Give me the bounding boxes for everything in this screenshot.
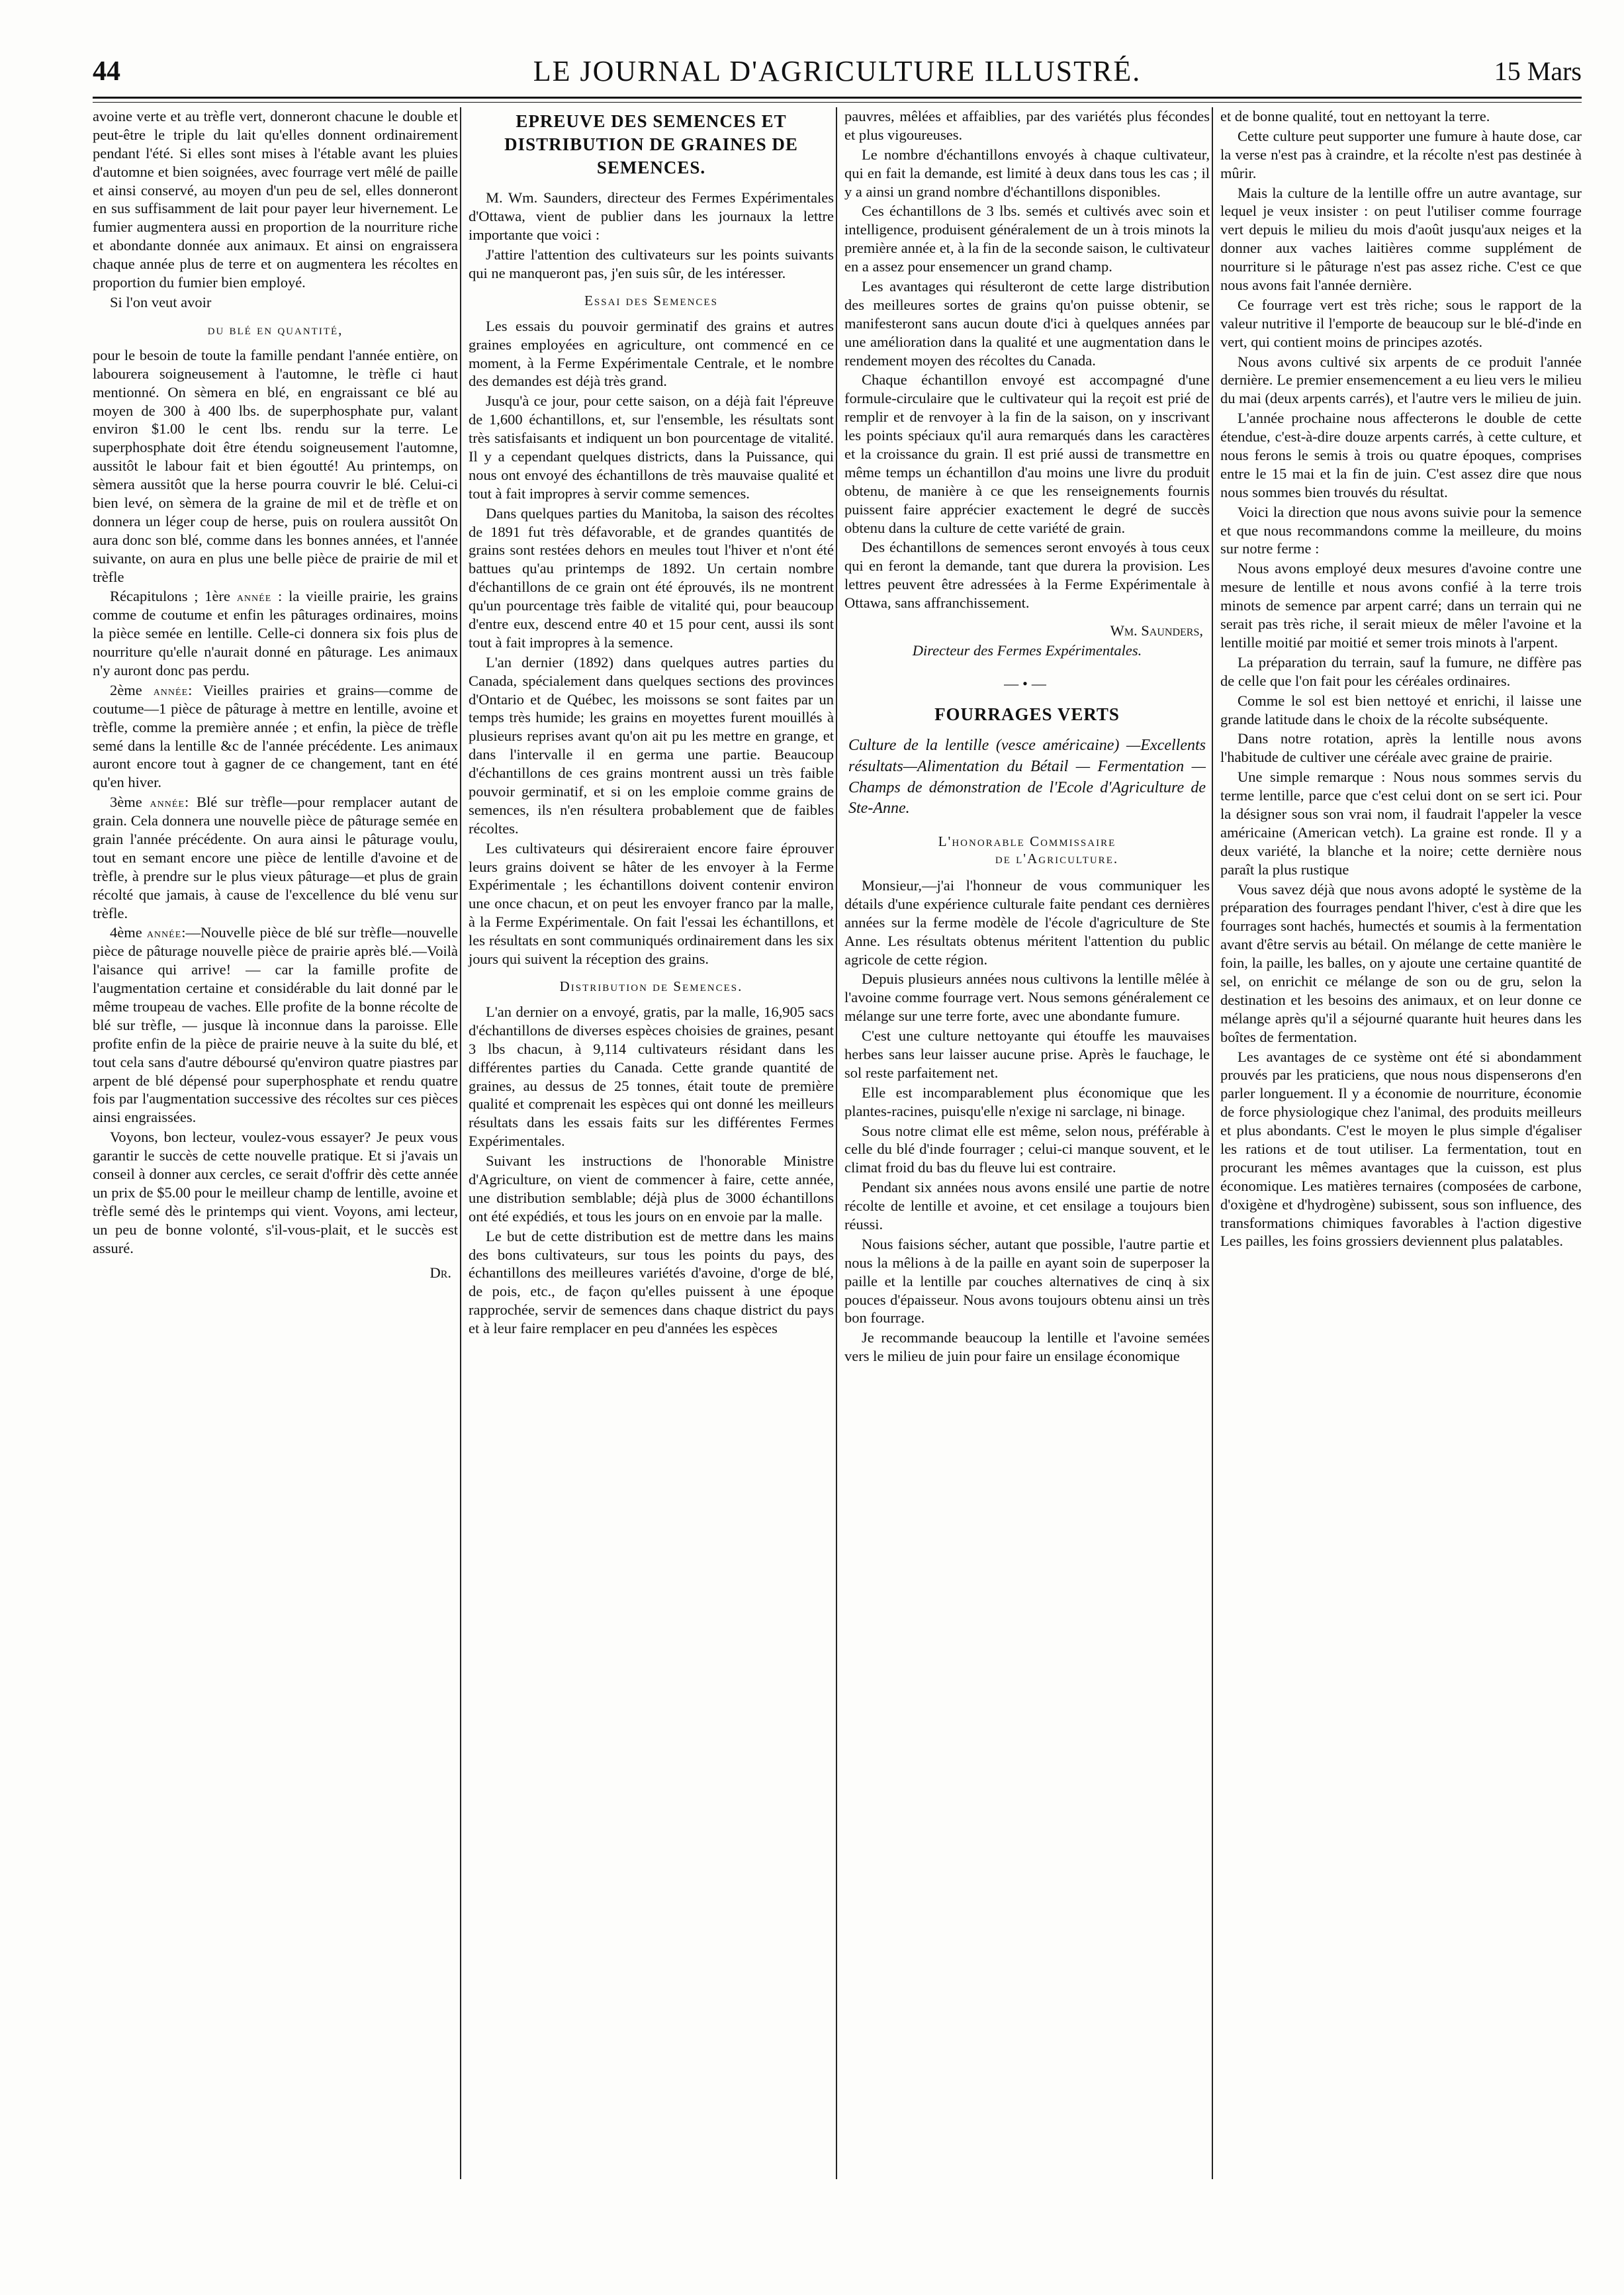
- paragraph: Si l'on veut avoir: [110, 293, 212, 310]
- paragraph: pour le besoin de toute la famille pendant l'année entière, on labourera soigneusement à l'automne, le trèfle ci haut mentionné. On sèmera en blé, en engraissant ce blé au moyen de 300 à 400 lbs. de superphosphate pur, valant environ $1.00 le cent lbs. rendu sur la terre. Le superphosphate doit être étendu soigneusement l'automne, aussitôt le labour fait et bien égoutté! Au printemps, on sèmera aussitôt que la herse pourra couvrir le blé. Celui-ci bien levé, on sèmera de la graine de mil et de trèfle et on donnera un léger coup de herse, puis on roulera aussitôt On aura donc son blé, comme dans les bonnes années, et l'année suivante, on aura en plus une belle pièce de prairie de mil et trèfle: [93, 346, 458, 585]
- article-headline: FOURRAGES VERTS: [934, 704, 1120, 725]
- paragraph: Vous savez déjà que nous avons adopté le système de la préparation des fourrages pendant l'hiver, c'est à dire que les fourrages sont hachés, humectés et soumis à la fermentation avant d'être servis au bétail. On mélange de cette manière le foin, la paille, les balles, on y ajoute une certaine quantité de sel, on enrichit ce mélange de son ou de gru, selon la destination et les besoins des animaux, et on leur donne ce mélange après qu'il a séjourné quarante huit heures dans les boîtes de fermentation.: [1220, 880, 1582, 1045]
- paragraph: Ce fourrage vert est très riche; sous le rapport de la valeur nutritive il l'emporte de beaucoup sur le blé-d'inde en vert, qui contient moins de principes azotés.: [1220, 296, 1582, 350]
- paragraph: Dans quelques parties du Manitoba, la saison des récoltes de 1891 fut très défavorable, et de grandes quantités de grains sont restées dehors en meules tout l'hiver et n'ont été battues qu'au printemps de 1892. Un certain nombre d'échantillons de ce grain ont été éprouvés, ils ne montrent qu'un pourcentage très faible de vitalité qui, pour beaucoup d'entre eux, descend entre 40 et 15 pour cent, aussi ils sont tout à fait impropres à la semence.: [469, 504, 834, 651]
- letter-address: de l'Agriculture.: [995, 850, 1119, 866]
- paragraph: Les avantages de ce système ont été si abondamment prouvés par les praticiens, que nous nous dispenserons d'en parler longuement. Il y a économie de nourriture, économie de force physiologique chez l'animal, des produits meilleurs et plus abondants. C'est le moyen le plus simple d'égaliser les rations et de tout utiliser. La fermentation, tout en procurant les mêmes avantages que la cuisson, est plus économique. Les matières ternaires (composées de carbone, d'oxigène et d'hydrogène) subissent, sous son influence, des transformations chimiques favorables à l'action digestive Les pailles, les foins grossiers deviennent plus palatables.: [1220, 1048, 1582, 1250]
- journal-title: LE JOURNAL D'AGRICULTURE ILLUSTRÉ.: [533, 55, 1142, 87]
- paragraph: Les avantages qui résulteront de cette large distribution des meilleures sortes de grains qu'on puisse obtenir, se manifesteront sans aucun doute d'ici à quelques années par une amélioration dans la qualité et une augmentation dans le rendement moyen des récoltes du Canada.: [844, 278, 1210, 369]
- paragraph: Je recommande beaucoup la lentille et l'avoine semées vers le milieu de juin pour faire un ensilage économique: [844, 1329, 1210, 1365]
- paragraph: L'an dernier (1892) dans quelques autres parties du Canada, spécialement dans quelques sections des provinces d'Ontario et de Québec, les moissons se sont faites par un temps très humide; les grains en moyettes furent mouillés à plusieurs reprises avant qu'on ait pu les mettre en grange, et dans l'intervalle il en germa une partie. Beaucoup d'échantillons de ces grains montrent aussi un très faible pouvoir germinatif, et si on les emploie comme grains de semences, ils n'en résultera probablement que de faibles récoltes.: [469, 653, 834, 837]
- paragraph: Suivant les instructions de l'honorable Ministre d'Agriculture, on vient de commencer à faire, cette année, une distribution semblable; déjà plus de 3000 échantillons ont été expédiés, et tous les jours on en envoie par la malle.: [469, 1152, 834, 1225]
- paragraph: Les cultivateurs qui désireraient encore faire éprouver leurs grains doivent se hâter de les envoyer à la Ferme Expérimentale ; les échantillons doivent contenir environ une once chacun, et on peut les envoyer franco par la malle, à la Ferme Expérimentale. On fait l'essai les échantillons, et les résultats en sont communiqués ordinairement dans les six jours qui suivent la réception des grains.: [469, 839, 834, 968]
- paragraph: Nous faisions sécher, autant que possible, l'autre partie et nous la mêlions à de la paille en ayant soin de superposer la paille et la lentille par couches alternatives de cinq à six pouces d'épaisseur. Nous avons toujours obtenu ainsi un très bon fourrage.: [844, 1235, 1210, 1327]
- section-subhead: du blé en quantité,: [207, 321, 343, 338]
- paragraph: Jusqu'à ce jour, pour cette saison, on a déjà fait l'épreuve de 1,600 échantillons, et, sur l'ensemble, les résultats sont très satisfaisants et indiquent un bon pourcentage de vitalité. Il y a cependant quelques districts, dans la Puissance, qui nous ont envoyé des échantillons de très mauvaise qualité et tout à fait impropres à servir comme semences.: [469, 393, 834, 502]
- paragraph: Les essais du pouvoir germinatif des grains et autres graines employées en agriculture, ont commencé en ce moment, à la Ferme Expérimentale Centrale, et le nombre des demandes est déjà très grand.: [469, 317, 834, 390]
- column-divider: [836, 107, 837, 2179]
- paragraph: M. Wm. Saunders, directeur des Fermes Expérimentales d'Ottawa, vient de publier dans les journaux la lettre importante que voici :: [469, 189, 834, 244]
- paragraph: Elle est incomparablement plus économique que les plantes-racines, puisqu'elle n'exige ni sarclage, ni binage.: [844, 1084, 1210, 1119]
- paragraph: Comme le sol est bien nettoyé et enrichi, il laisse une grande latitude dans le choix de la récolte subséquente.: [1220, 692, 1582, 727]
- paragraph: avoine verte et au trèfle vert, donneront chacune le double et peut-être le triple du lait qu'elles donnent ordinairement pendant l'été. Si elles sont mises à l'étable avant les pluies d'automne et bien soignées, avec fourrage vert mêlé de paille et ainsi conservé, au moyen d'un peu de sel, elles donneront en sus suffisamment de lait pour payer leur hivernement. Le fumier augmentera aussi en proportion de la nourriture riche et abondante donnée aux animaux. Et ainsi on engraissera chaque année plus de terre et on augmentera les récoltes en proportion du fumier bien employé.: [93, 108, 458, 291]
- paragraph: Sous notre climat elle est même, selon nous, préférable à celle du blé d'inde fourrager ; celui-ci manque souvent, et le climat froid du bas du fleuve lui est contraire.: [844, 1122, 1210, 1176]
- paragraph: Chaque échantillon envoyé est accompagné d'une formule-circulaire que le cultivateur qui la reçoit est prié de remplir et de renvoyer à la fin de la saison, on y inscrivant les points spéciaux qu'il aura remarqués dans les caractères et la croissance du grain. Il est prié aussi de transmettre en même temps un échantillon d'au moins une livre du produit obtenu, de manière à ce que les renseignements fournis puissent faire apprécier exactement le degré de succès obtenu dans la culture de cette variété de grain.: [844, 371, 1210, 536]
- paragraph: 4ème année:—Nouvelle pièce de blé sur trèfle—nouvelle pièce de pâturage nouvelle pièce de prairie après blé.—Voilà l'aisance qui arrive! — car la famille profite de l'augmentation certaine et considérable du lait donné par le même troupeau de vaches. Elle profite de la bonne récolte de blé sur trèfle, — jusque là inconnue dans la paroisse. Elle profite enfin de la pièce de prairie neuve à la suite du blé, et tout cela sans d'autre déboursé qu'environ quatre piastres par arpent de blé dépensé pour superphosphate et rendu quatre fois par l'augmentation successive des récoltes sur ces pièces ainsi engraissées.: [93, 924, 458, 1126]
- article-author: Dr.: [429, 1264, 451, 1282]
- paragraph: Des échantillons de semences seront envoyés à tous ceux qui en feront la demande, tant que durera la provision. Les lettres peuvent être adressées à la Ferme Expérimentale à Ottawa, sans affranchissement.: [844, 539, 1210, 612]
- column-2: [469, 107, 834, 1339]
- paragraph: Le nombre d'échantillons envoyés à chaque cultivateur, qui en fait la demande, est limité à deux dans tous les cas ; il y a ainsi un grand nombre d'échantillons disponibles.: [844, 146, 1210, 200]
- paragraph: Pendant six années nous avons ensilé une partie de notre récolte de lentille et avoine, et cet ensilage a toujours bien réussi.: [844, 1179, 1210, 1233]
- paragraph: J'attire l'attention des cultivateurs sur les points suivants qui ne manqueront pas, j'en suis sûr, de les intéresser.: [469, 246, 834, 281]
- column-3: [844, 107, 1210, 1367]
- section-ornament: —•—: [1004, 675, 1050, 692]
- paragraph: Une simple remarque : Nous nous sommes servis du terme lentille, parce que c'est celui dont on se sert ici. Pour la désigner sous son vrai nom, il faudrait l'appeler la vesce américaine (American vetch). La graine est ronde. Il y a deux variété, la blanche et la noire; cette dernière nous paraît la plus rustique: [1220, 769, 1582, 878]
- paragraph: pauvres, mêlées et affaiblies, par des variétés plus fécondes et plus vigoureuses.: [844, 108, 1210, 143]
- paragraph: Mais la culture de la lentille offre un autre avantage, sur lequel je veux insister : on peut l'utiliser comme fourrage vert depuis le milieu du mois d'août jusqu'aux neiges et la donner aux vaches laitières comme supplément de nourriture si le pâturage n'est pas assez riche. C'est ce que nous avons fait l'année dernière.: [1220, 184, 1582, 294]
- column-4: [1220, 107, 1582, 1252]
- column-1: [93, 107, 458, 1282]
- page-number: 44: [93, 56, 120, 87]
- paragraph: Nous avons employé deux mesures d'avoine contre une mesure de lentille et nous avons confié à la terre trois minots de semence par arpent carré; dans un terrain qui ne serait pas très riche, il serait mieux de mêler l'avoine et la lentille moitié par moitié et semer trois minots à l'arpent.: [1220, 560, 1582, 651]
- article-deck: Culture de la lentille (vesce américaine) —Excellents résultats—Alimentation du Bétail — Fermentation — Champs de démonstration de l'Ecole d'Agriculture de Ste-Anne.: [848, 737, 1206, 818]
- paragraph: L'année prochaine nous affecterons le double de cette étendue, c'est-à-dire douze arpents carrés, à cette culture, et nous ferons le semis à trois ou quatre époques, comprises entre le 15 mai et la fin de juin. C'est assez dire que nous nous sommes bien trouvés du résultat.: [1220, 410, 1582, 500]
- paragraph: Voici la direction que nous avons suivie pour la semence et que nous recommandons comme la meilleure, du moins sur notre ferme :: [1220, 503, 1582, 557]
- paragraph: Ces échantillons de 3 lbs. semés et cultivés avec soin et intelligence, produisent généralement de un à trois minots la première année et, à la fin de la seconde saison, le cultivateur en a assez pour ensemencer un grand champ.: [844, 203, 1210, 275]
- paragraph: Le but de cette distribution est de mettre dans les mains des bons cultivateurs, sur tous les points du pays, des échantillons des meilleures variétés d'avoine, d'orge de blé, de pois, etc., de façon qu'elles puissent à une époque rapprochée, servir de semences dans chaque district du pays et à leur faire remplacer en peu d'années les espèces: [469, 1227, 834, 1337]
- paragraph: C'est une culture nettoyante qui étouffe les mauvaises herbes sans leur laisser aucune prise. Après le fauchage, le sol reste parfaitement net.: [844, 1027, 1210, 1081]
- paragraph: Depuis plusieurs années nous cultivons la lentille mêlée à l'avoine comme fourrage vert. Nous semons généralement ce mélange sur une terre forte, avec une abondante fumure.: [844, 970, 1210, 1025]
- column-divider: [1212, 107, 1213, 2179]
- signature: Wm. Saunders,: [1110, 622, 1203, 639]
- section-subhead: Essai des Semences: [584, 292, 718, 308]
- letter-address: L'honorable Commissaire: [938, 833, 1116, 849]
- paragraph: L'an dernier on a envoyé, gratis, par la malle, 16,905 sacs d'échantillons de diverses espèces choisies de graines, pesant 3 lbs chacun, à 9,114 cultivateurs résidant dans les différentes parties du Canada. Cette grande quantité de graines, au dessus de 25 tonnes, était toute de première qualité et comprenait les espèces qui ont donné les meilleurs résultats dans les essais faits sur les différentes Fermes Expérimentales.: [469, 1003, 834, 1150]
- header-rule: [93, 97, 1582, 103]
- paragraph: La préparation du terrain, sauf la fumure, ne diffère pas de celle que l'on fait pour les céréales ordinaires.: [1220, 653, 1582, 689]
- paragraph: 2ème année: Vieilles prairies et grains—comme de coutume—1 pièce de pâturage à mettre en lentille, avoine et trèfle, comme la première année ; et enfin, la pièce de trèfle semé dans la lentille &c de l'année précédente. Les animaux auront encore tout à gagner de ce changement, tant en été qu'en hiver.: [93, 681, 458, 791]
- paragraph: Cette culture peut supporter une fumure à haute dose, car la verse n'est pas à craindre, et la récolte n'est pas destinée à mûrir.: [1220, 127, 1582, 181]
- section-subhead: Distribution de Semences.: [559, 978, 743, 994]
- paragraph: Dans notre rotation, après la lentille nous avons l'habitude de cultiver une céréale avec graine de prairie.: [1220, 730, 1582, 766]
- issue-date: 15 Mars: [1494, 56, 1582, 86]
- paragraph: 3ème année: Blé sur trèfle—pour remplacer autant de grain. Cela donnera une nouvelle pièce de pâturage semée en grain l'année précédente. On aura ainsi le pâturage voulu, tout en semant encore une pièce de lentille d'avoine et de trèfle, à prendre sur le plus vieux pâturage—et plus de grain récolté que jamais, à cause de l'excellence du blé venu sur trèfle.: [93, 794, 458, 921]
- column-divider: [460, 107, 461, 2179]
- paragraph: Nous avons cultivé six arpents de ce produit l'année dernière. Le premier ensemencement a eu lieu vers le milieu du mai (deux arpents carrés), et l'autre vers le milieu de juin.: [1220, 353, 1582, 407]
- signature-title: Directeur des Fermes Expérimentales.: [912, 641, 1142, 659]
- paragraph: Récapitulons ; 1ère année : la vieille prairie, les grains comme de coutume et enfin les pâturages ordinaires, moins la pièce semée en lentille. Celle-ci donnera six fois plus de nourriture qu'elle n'aurait donné en pâturage. Les animaux n'y auront donc pas perdu.: [93, 588, 459, 679]
- paragraph: Voyons, bon lecteur, voulez-vous essayer? Je peux vous garantir le succès de cette nouvelle pratique. Et si j'avais un conseil à donner aux cercles, ce serait d'offrir dès cette année un prix de $5.00 pour le meilleur champ de lentille, avoine et trèfle semé dès le printemps qui vient. Voyons, ami lecteur, un peu de bonne volonté, s'il-vous-plait, et le succès est assuré.: [93, 1129, 458, 1256]
- article-headline: EPREUVE DES SEMENCES ET DISTRIBUTION DE GRAINES DE SEMENCES.: [504, 111, 798, 178]
- paragraph: et de bonne qualité, tout en nettoyant la terre.: [1220, 108, 1490, 124]
- page-header: [93, 46, 1582, 99]
- paragraph: Monsieur,—j'ai l'honneur de vous communiquer les détails d'une expérience culturale faite pendant ces dernières années sur la ferme modèle de l'école d'agriculture de Ste Anne. Les résultats obtenus méritent l'attention du public agricole de cette région.: [844, 876, 1210, 968]
